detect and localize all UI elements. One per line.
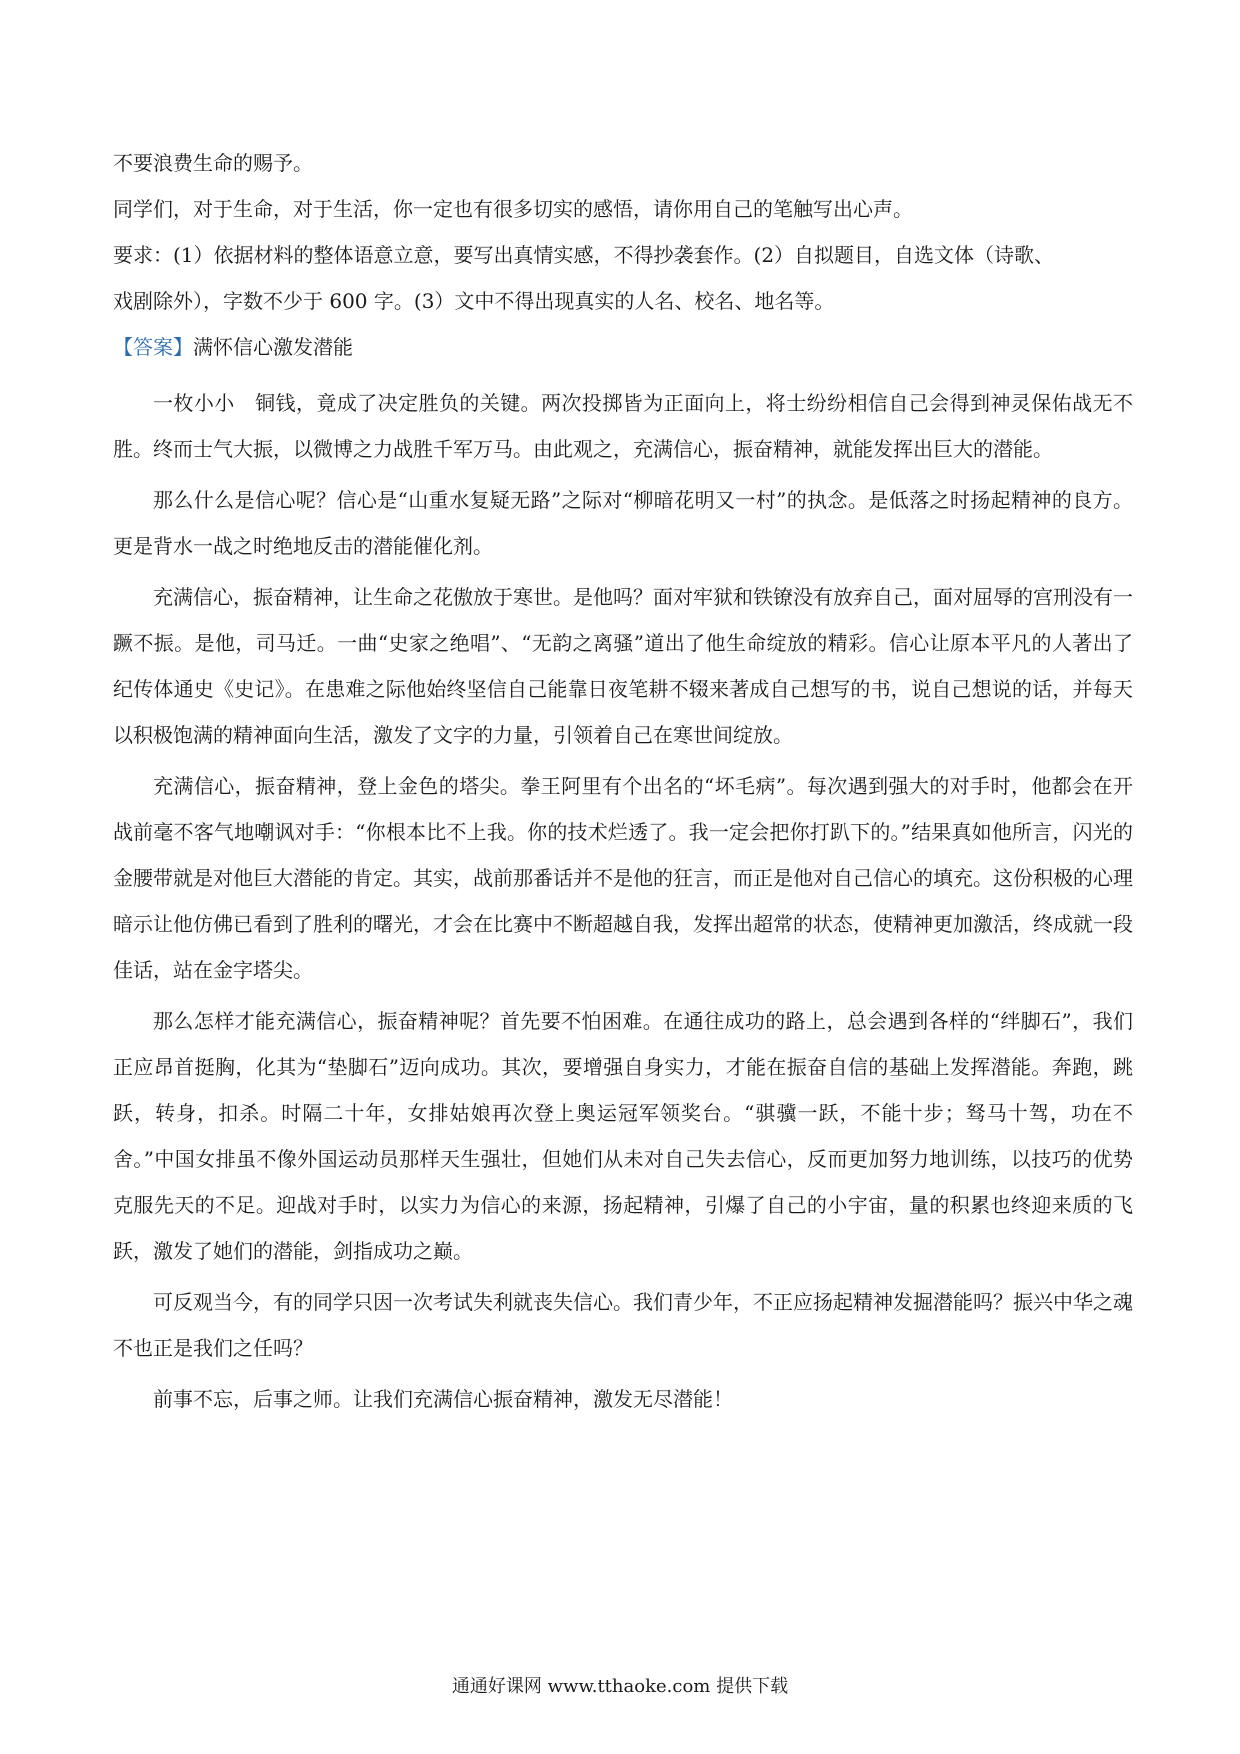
answer-heading — [113, 334, 1133, 360]
essay-paragraph-1: 一枚小小 铜钱，竟成了决定胜负的关键。两次投掷皆为正面向上，将士纷纷相信自己会得到神灵保佑战无不胜。终而士气大振，以微博之力战胜千军万马。由此观之，充满信心，振奋精神，就能发挥出巨大的潜能。 — [113, 391, 1133, 461]
answer-tag: 【答案】 — [113, 335, 193, 359]
essay-paragraph-4: 充满信心，振奋精神，登上金色的塔尖。拳王阿里有个出名的“坏毛病”。每次遇到强大的对手时，他都会在开战前毫不客气地嘲讽对手：“你根本比不上我。你的技术烂透了。我一定会把你打趴下的。”结果真如他所言，闪光的金腰带就是对他巨大潜能的肯定。其实，战前那番话并不是他的狂言，而正是他对自己信心的填充。这份积极的心理暗示让他仿佛已看到了胜利的曙光，才会在比赛中不断超越自我，发挥出超常的状态，使精神更加激活，终成就一段佳话，站在金字塔尖。 — [113, 774, 1133, 982]
essay-paragraph-6: 可反观当今，有的同学只因一次考试失利就丧失信心。我们青少年，不正应扬起精神发掘潜能吗？振兴中华之魂不也正是我们之任吗？ — [113, 1290, 1133, 1360]
essay-paragraph-7: 前事不忘，后事之师。让我们充满信心振奋精神，激发无尽潜能！ — [153, 1387, 733, 1411]
requirements-line-1: 要求：(1）依据材料的整体语意立意，要写出真情实感，不得抄袭套作。(2）自拟题目，自选文体（诗歌、 — [113, 243, 1055, 267]
essay-title: 满怀信心激发潜能 — [193, 335, 353, 359]
essay-paragraph-3: 充满信心，振奋精神，让生命之花傲放于寒世。是他吗？面对牢狱和铁镣没有放弃自己，面对屈辱的宫刑没有一蹶不振。是他，司马迁。一曲“史家之绝唱”、“无韵之离骚”道出了他生命绽放的精彩。信心让原本平凡的人著出了纪传体通史《史记》。在患难之际他始终坚信自己能靠日夜笔耕不辍来著成自己想写的书，说自己想说的话，并每天以积极饱满的精神面向生活，激发了文字的力量，引领着自己在寒世间绽放。 — [113, 585, 1133, 747]
essay-paragraph-2: 那么什么是信心呢？信心是“山重水复疑无路”之际对“柳暗花明又一村”的执念。是低落之时扬起精神的良方。更是背水一战之时绝地反击的潜能催化剂。 — [113, 488, 1133, 558]
intro-line-2: 同学们，对于生命，对于生活，你一定也有很多切实的感悟，请你用自己的笔触写出心声。 — [113, 197, 913, 221]
intro-line-1: 不要浪费生命的赐予。 — [113, 151, 313, 175]
document-body — [113, 150, 1133, 1427]
page-footer: 通通好课网 www.tthaoke.com 提供下载 — [451, 1676, 789, 1697]
essay-paragraph-5: 那么怎样才能充满信心，振奋精神呢？首先要不怕困难。在通往成功的路上，总会遇到各样的“绊脚石”，我们正应昂首挺胸，化其为“垫脚石”迈向成功。其次，要增强自身实力，才能在振奋自信的基础上发挥潜能。奔跑，跳跃，转身，扣杀。时隔二十年，女排姑娘再次登上奥运冠军领奖台。“骐骥一跃，不能十步；驽马十驾，功在不舍。”中国女排虽不像外国运动员那样天生强壮，但她们从未对自己失去信心，反而更加努力地训练，以技巧的优势克服先天的不足。迎战对手时，以实力为信心的来源，扬起精神，引爆了自己的小宇宙，量的积累也终迎来质的飞跃，激发了她们的潜能，剑指成功之巅。 — [113, 1009, 1133, 1263]
requirements-line-2: 戏剧除外），字数不少于 600 字。(3）文中不得出现真实的人名、校名、地名等。 — [113, 289, 835, 313]
